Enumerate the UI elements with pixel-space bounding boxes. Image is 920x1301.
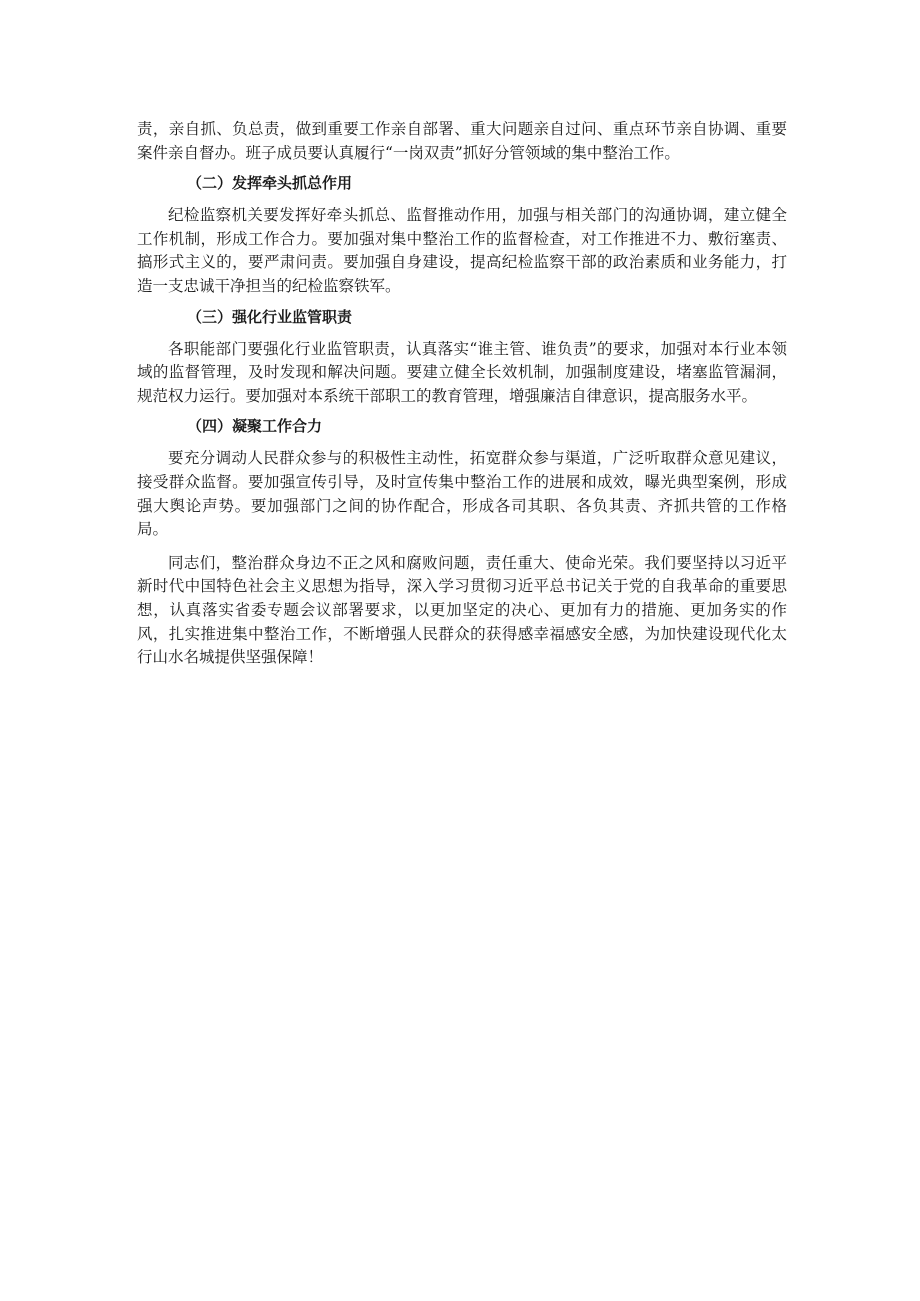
paragraph-lead-role: 纪检监察机关要发挥好牵头抓总、监督推动作用，加强与相关部门的沟通协调，建立健全工作机制，形成工作合力。要加强对集中整治工作的监督检查，对工作推进不力、敷衍塞责、搞形式主义的，要严肃问责。要加强自身建设，提高纪检监察干部的政治素质和业务能力，打造一支忠诚干净担当的纪检监察铁军。 <box>137 206 787 295</box>
section-heading-4: （四）凝聚工作合力 <box>187 417 323 436</box>
section-heading-2: （二）发挥牵头抓总作用 <box>187 174 353 193</box>
paragraph-joint-effort: 要充分调动人民群众参与的积极性主动性，拓宽群众参与渠道，广泛听取群众意见建议，接受群众监督。要加强宣传引导，及时宣传集中整治工作的进展和成效，曝光典型案例，形成强大舆论声势。要加强部门之间的协作配合，形成各司其职、各负其责、齐抓共管的工作格局。 <box>137 449 787 539</box>
paragraph-industry-supervision: 各职能部门要强化行业监管职责，认真落实“谁主管、谁负责”的要求，加强对本行业本领域的监督管理，及时发现和解决问题。要建立健全长效机制，加强制度建设，堵塞监管漏洞，规范权力运行。要加强对本系统干部职工的教育管理，增强廉洁自律意识，提高服务水平。 <box>137 339 787 405</box>
section-heading-3: （三）强化行业监管职责 <box>187 307 353 326</box>
document-page <box>137 118 787 676</box>
paragraph-closing: 同志们，整治群众身边不正之风和腐败问题，责任重大、使命光荣。我们要坚持以习近平新时代中国特色社会主义思想为指导，深入学习贯彻习近平总书记关于党的自我革命的重要思想，认真落实省委专题会议部署要求，以更加坚定的决心、更加有力的措施、更加务实的作风，扎实推进集中整治工作，不断增强人民群众的获得感幸福感安全感，为加快建设现代化太行山水名城提供坚强保障！ <box>137 553 787 667</box>
paragraph-continuation: 责，亲自抓、负总责，做到重要工作亲自部署、重大问题亲自过问、重点环节亲自协调、重要案件亲自督办。班子成员要认真履行“一岗双责”抓好分管领域的集中整治工作。 <box>137 120 787 162</box>
